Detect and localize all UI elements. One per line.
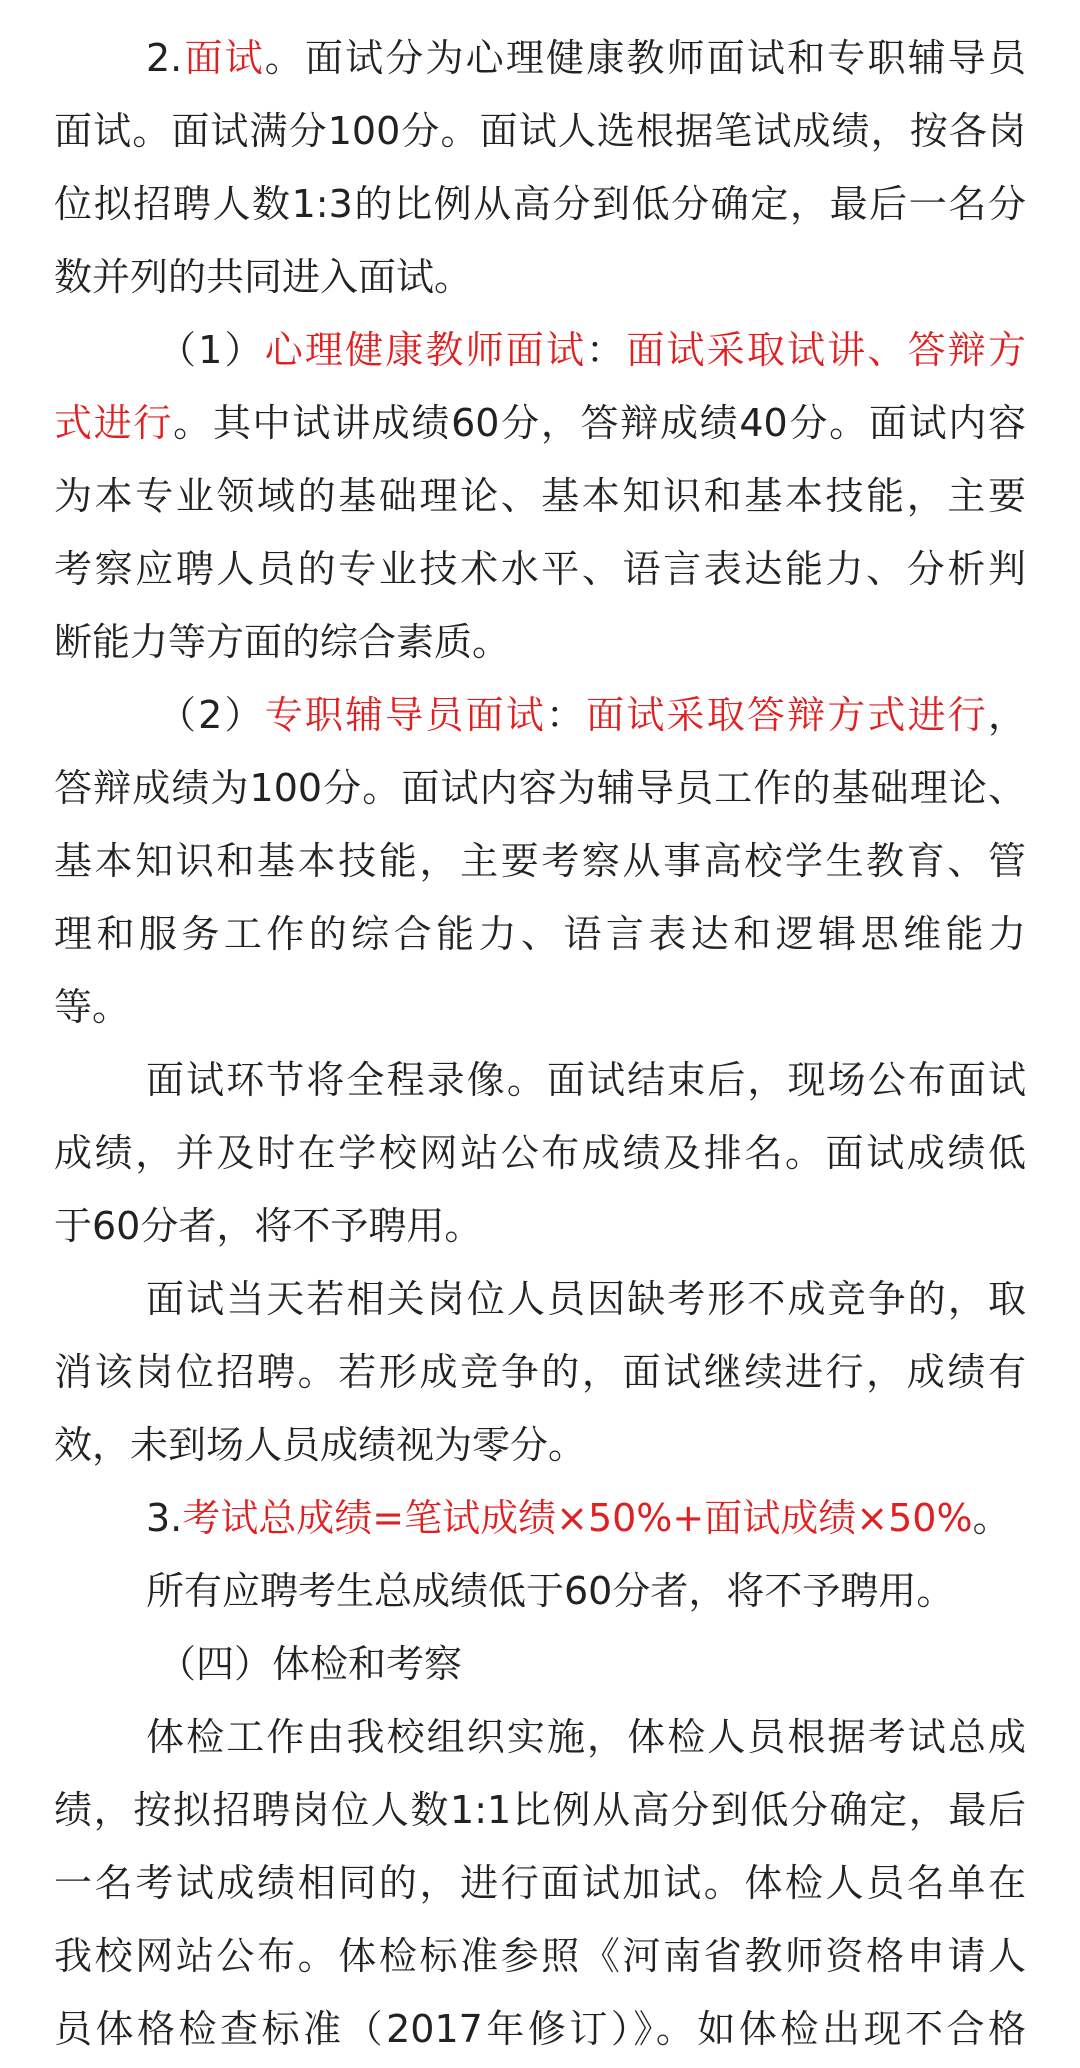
body-text: 。其中试讲成绩60分，答辩成绩40分。面试内容: [173, 401, 1026, 445]
body-text: 绩，按拟招聘岗位人数1:1比例从高分到低分确定，最后: [54, 1788, 1026, 1832]
text-line: [54, 1263, 1026, 1336]
text-line: [54, 241, 1026, 314]
body-text: 3.: [146, 1496, 183, 1540]
body-text: 消该岗位招聘。若形成竞争的，面试继续进行，成绩有: [54, 1350, 1026, 1394]
text-line: [54, 22, 1026, 95]
text-line: [54, 387, 1026, 460]
highlighted-text: 考试总成绩=笔试成绩×50%+面试成绩×50%: [182, 1496, 973, 1540]
text-line: [54, 314, 1026, 387]
text-line: [54, 1701, 1026, 1774]
body-text: 面试当天若相关岗位人员因缺考形不成竞争的，取: [146, 1277, 1026, 1321]
highlighted-text: 心理健康教师面试: [264, 328, 587, 372]
body-text: 等。: [54, 985, 131, 1029]
body-text: （2）: [158, 693, 265, 737]
body-text: 基本知识和基本技能，主要考察从事高校学生教育、管: [54, 839, 1026, 883]
highlighted-text: 面试: [182, 36, 265, 80]
body-text: 一名考试成绩相同的，进行面试加试。体检人员名单在: [54, 1861, 1026, 1905]
text-line: [54, 533, 1026, 606]
text-line: [54, 1336, 1026, 1409]
body-text: 成绩，并及时在学校网站公布成绩及排名。面试成绩低: [54, 1131, 1026, 1175]
text-line: [54, 1482, 1026, 1555]
text-line: [54, 898, 1026, 971]
body-text: 所有应聘考生总成绩低于60分者，将不予聘用。: [146, 1569, 955, 1613]
text-line: [54, 1847, 1026, 1920]
text-line: [54, 1044, 1026, 1117]
highlighted-text: 面试采取答辩方式进行: [586, 693, 988, 737]
body-text: 体检工作由我校组织实施，体检人员根据考试总成: [146, 1715, 1026, 1759]
body-text: 于60分者，将不予聘用。: [54, 1204, 483, 1248]
text-line: [54, 1555, 1026, 1628]
body-text: 面试环节将全程录像。面试结束后，现场公布面试: [146, 1058, 1026, 1102]
text-line: [54, 606, 1026, 679]
highlighted-text: 专职辅导员面试: [264, 693, 546, 737]
text-line: [54, 971, 1026, 1044]
body-text: 面试。面试满分100分。面试人选根据笔试成绩，按各岗: [54, 109, 1026, 153]
body-text: 效，未到场人员成绩视为零分。: [54, 1423, 587, 1467]
body-text: 理和服务工作的综合能力、语言表达和逻辑思维能力: [54, 912, 1026, 956]
body-text: 位拟招聘人数1:3的比例从高分到低分确定，最后一名分: [54, 182, 1026, 226]
body-text: 数并列的共同进入面试。: [54, 255, 473, 299]
body-text: ：: [586, 328, 627, 372]
text-line: [54, 1993, 1026, 2066]
text-line: [54, 1920, 1026, 1993]
text-line: [54, 679, 1026, 752]
body-text: （1）: [158, 328, 265, 372]
text-line: [54, 1409, 1026, 1482]
highlighted-text: 面试采取试讲、答辩方: [626, 328, 1026, 372]
body-text: （四）体检和考察: [158, 1642, 463, 1686]
body-text: 。面试分为心理健康教师面试和专职辅导员: [264, 36, 1026, 80]
body-text: 为本专业领域的基础理论、基本知识和基本技能，主要: [54, 474, 1026, 518]
text-line: [54, 1628, 1026, 1701]
text-line: [54, 460, 1026, 533]
text-line: [54, 1190, 1026, 1263]
body-text: ：: [545, 693, 587, 737]
text-line: [54, 95, 1026, 168]
text-line: [54, 168, 1026, 241]
body-text: ，: [987, 693, 1026, 737]
text-line: [54, 1117, 1026, 1190]
body-text: 断能力等方面的综合素质。: [54, 620, 511, 664]
body-text: 2.: [146, 36, 183, 80]
body-text: 考察应聘人员的专业技术水平、语言表达能力、分析判: [54, 547, 1026, 591]
text-line: [54, 752, 1026, 825]
body-text: 我校网站公布。体检标准参照《河南省教师资格申请人: [54, 1934, 1026, 1978]
highlighted-text: 式进行: [54, 401, 174, 445]
text-line: [54, 825, 1026, 898]
article-body: [54, 22, 1026, 2066]
body-text: 员体格检查标准（2017年修订）》。如体检出现不合格: [54, 2007, 1026, 2051]
body-text: 。: [972, 1496, 1011, 1540]
body-text: 答辩成绩为100分。面试内容为辅导员工作的基础理论、: [54, 766, 1026, 810]
text-line: [54, 1774, 1026, 1847]
